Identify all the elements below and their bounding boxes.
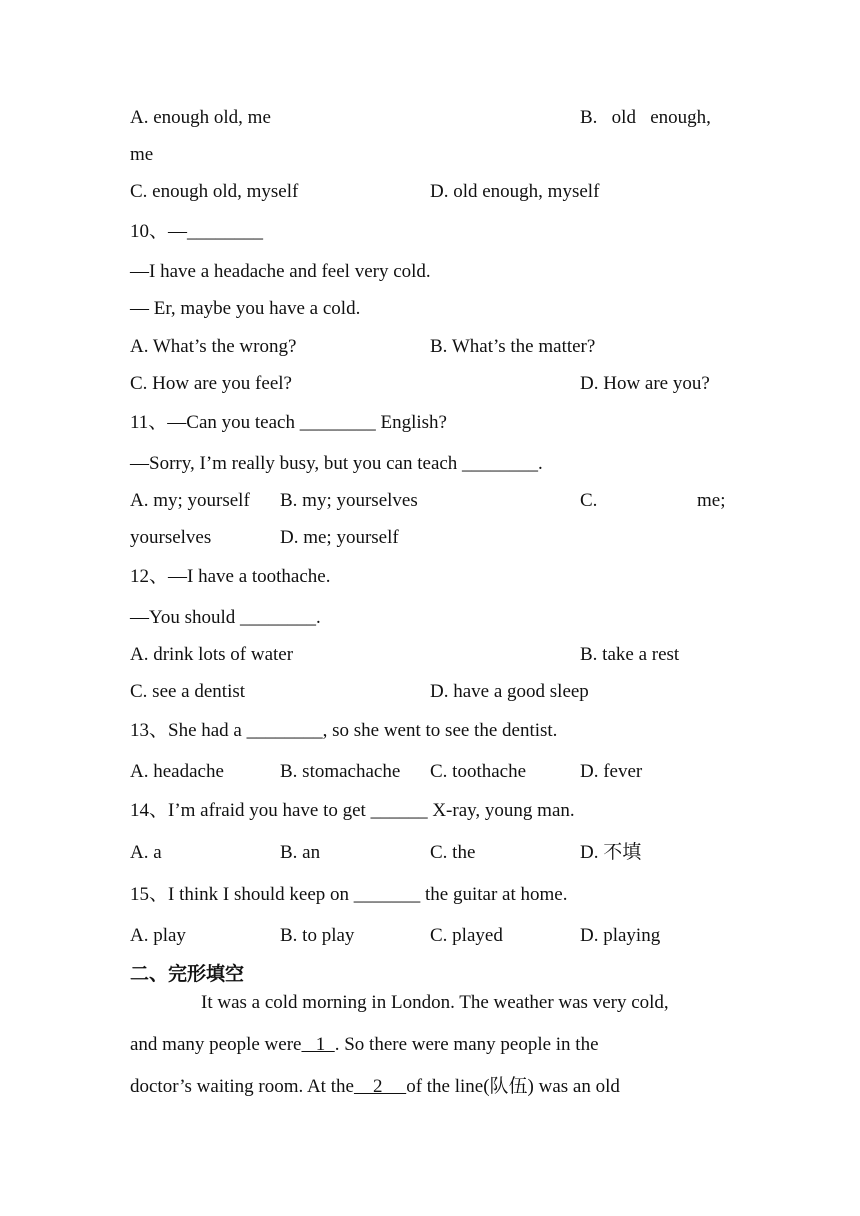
q14-option-c: C. the (430, 842, 476, 863)
q10-stem: 10、—________ (130, 221, 264, 242)
q11-option-c-label: C. (580, 490, 598, 511)
q9-option-d: D. old enough, myself (430, 181, 600, 202)
q9-option-b-continued: me (130, 144, 154, 165)
q13-option-c: C. toothache (430, 761, 527, 782)
q11-option-a: A. my; yourself (130, 490, 250, 511)
section-heading-cloze: 二、完形填空 (130, 963, 245, 985)
q10-option-c: C. How are you feel? (130, 373, 292, 394)
q13-stem: 13、She had a ________, so she went to see the dentist. (130, 720, 558, 741)
cloze-text: doctor’s waiting room. At the (130, 1076, 354, 1097)
q12-option-a: A. drink lots of water (130, 644, 294, 665)
q9-option-c: C. enough old, myself (130, 181, 299, 202)
q9-option-b: B. old enough, (580, 107, 711, 128)
q11-dialogue-line-2: —Sorry, I’m really busy, but you can teach ________. (130, 453, 543, 474)
q13-option-b: B. stomachache (280, 761, 401, 782)
q10-dialogue-line-3: — Er, maybe you have a cold. (130, 298, 361, 319)
q11-option-c-word: me; (697, 490, 726, 511)
cloze-text: of the line(队伍) was an old (406, 1076, 620, 1097)
q14-option-b: B. an (280, 842, 321, 863)
q14-option-d: D. 不填 (580, 842, 642, 863)
q12-stem: 12、—I have a toothache. (130, 566, 331, 587)
q14-stem: 14、I’m afraid you have to get ______ X-ray, young man. (130, 800, 575, 821)
q10-dialogue-line-2: —I have a headache and feel very cold. (130, 261, 431, 282)
q11-option-b: B. my; yourselves (280, 490, 418, 511)
q13-option-a: A. headache (130, 761, 224, 782)
cloze-paragraph-line-3 (130, 1075, 620, 1099)
cloze-text: and many people were (130, 1034, 302, 1055)
q15-option-c: C. played (430, 925, 503, 946)
q12-option-d: D. have a good sleep (430, 681, 589, 702)
q15-option-b: B. to play (280, 925, 355, 946)
q11-option-c-continued: yourselves (130, 527, 212, 548)
q15-option-a: A. play (130, 925, 186, 946)
cloze-blank-1: 1 (301, 1034, 335, 1055)
q15-stem: 15、I think I should keep on _______ the guitar at home. (130, 884, 568, 905)
q12-option-c: C. see a dentist (130, 681, 246, 702)
q12-option-b: B. take a rest (580, 644, 680, 665)
q11-option-d: D. me; yourself (280, 527, 399, 548)
q13-option-d: D. fever (580, 761, 643, 782)
q10-option-b: B. What’s the matter? (430, 336, 596, 357)
q10-option-d: D. How are you? (580, 373, 710, 394)
cloze-paragraph-line-1: It was a cold morning in London. The weather was very cold, (201, 992, 669, 1013)
q10-option-a: A. What’s the wrong? (130, 336, 297, 357)
cloze-blank-2: 2 (353, 1076, 407, 1097)
cloze-text: . So there were many people in the (334, 1034, 599, 1055)
cloze-paragraph-line-2 (130, 1033, 599, 1057)
q11-stem: 11、—Can you teach ________ English? (130, 412, 447, 433)
q14-option-a: A. a (130, 842, 162, 863)
q9-option-a: A. enough old, me (130, 107, 271, 128)
q15-option-d: D. playing (580, 925, 661, 946)
q12-dialogue-line-2: —You should ________. (130, 607, 321, 628)
